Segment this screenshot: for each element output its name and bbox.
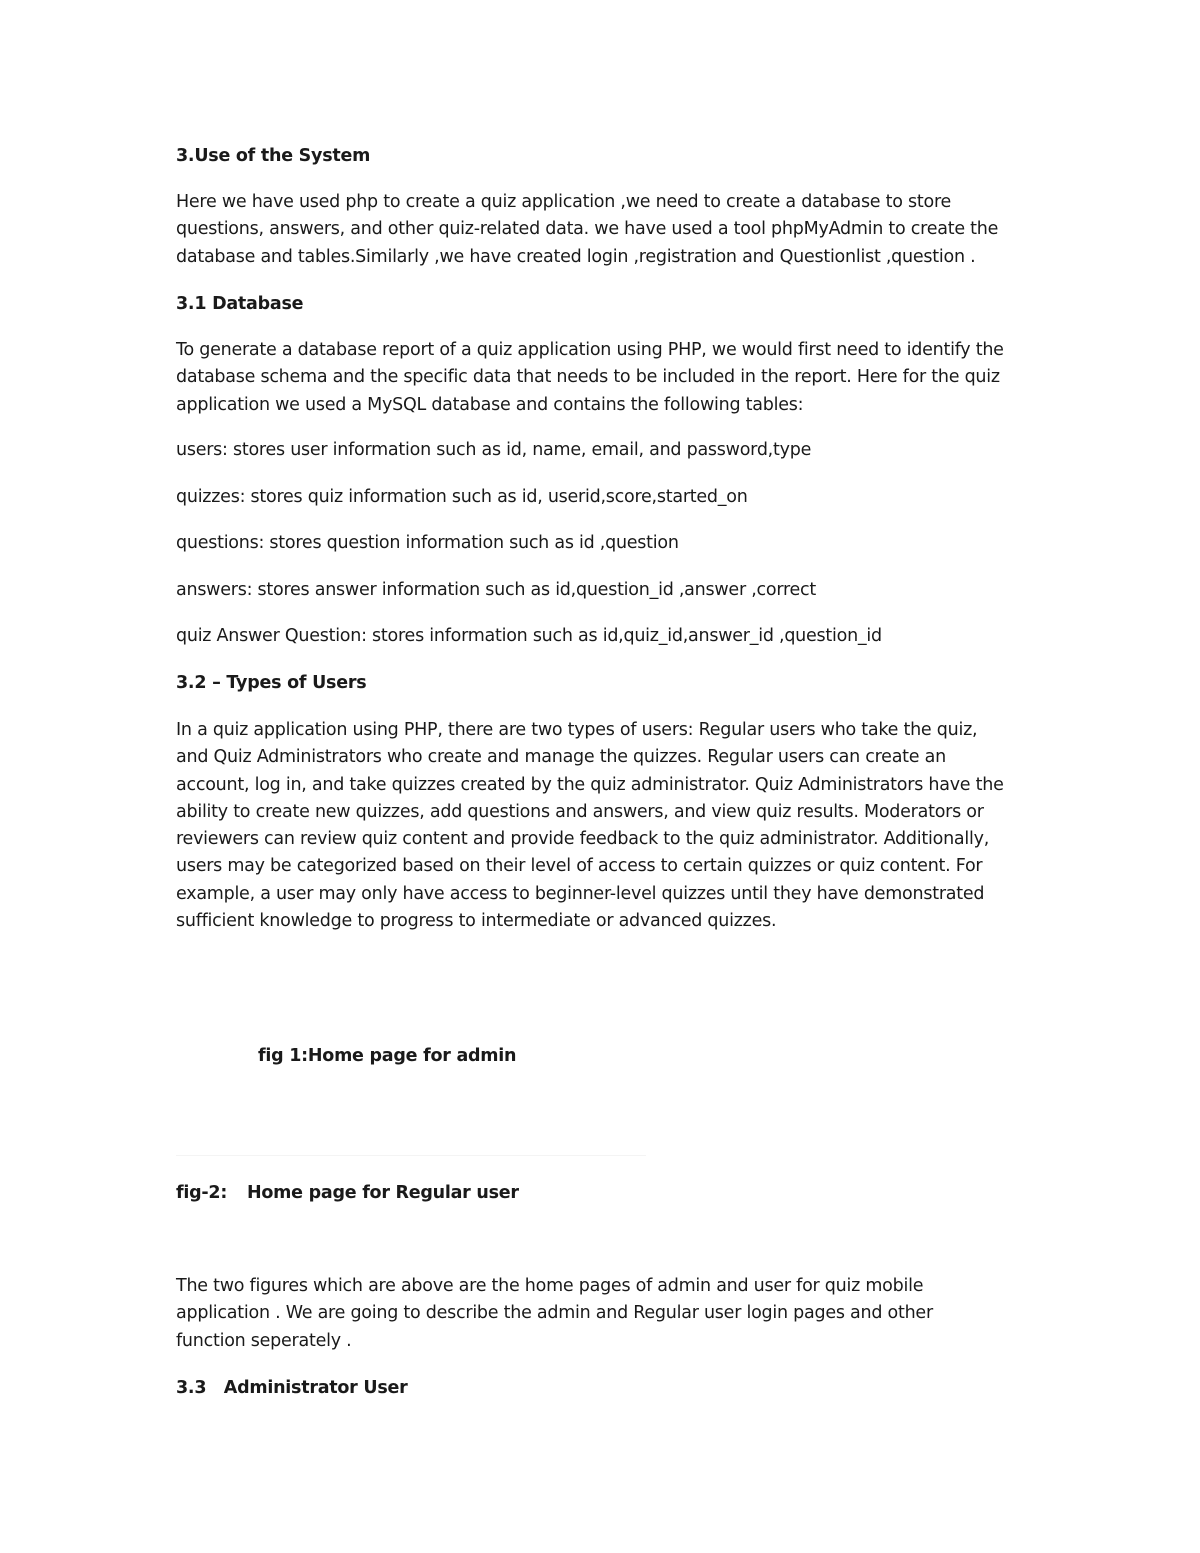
section-3-1-paragraph xyxy=(176,337,1046,419)
figure-1-image-area xyxy=(176,960,776,1040)
table-item-users: users: stores user information such as id, name, email, and password,type xyxy=(176,440,812,460)
paragraph-line: To generate a database report of a quiz application using PHP, we would first need to identify the xyxy=(176,340,1004,360)
section-3-1-heading: 3.1 Database xyxy=(176,294,304,314)
section-3-paragraph xyxy=(176,189,1046,271)
section-3-heading: 3.Use of the System xyxy=(176,146,371,166)
paragraph-line: Here we have used php to create a quiz application ,we need to create a database to store xyxy=(176,192,952,212)
paragraph-line: ability to create new quizzes, add questions and answers, and view quiz results. Moderators or xyxy=(176,801,984,822)
paragraph-line: questions, answers, and other quiz-related data. we have used a tool phpMyAdmin to create the xyxy=(176,219,999,240)
section-3-2-heading: 3.2 – Types of Users xyxy=(176,673,367,693)
figure-2-image-trace xyxy=(176,1155,646,1156)
paragraph-line: example, a user may only have access to beginner-level quizzes until they have demonstrated xyxy=(176,883,985,904)
section-3-2-paragraph xyxy=(176,717,1046,935)
paragraph-line: reviewers can review quiz content and provide feedback to the quiz administrator. Additionally, xyxy=(176,829,990,850)
table-item-questions: questions: stores question information such as id ,question xyxy=(176,533,679,553)
closing-paragraph xyxy=(176,1273,1046,1355)
paragraph-line: function seperately . xyxy=(176,1330,352,1351)
figure-2-caption: Home page for Regular user xyxy=(247,1183,519,1203)
paragraph-line: application we used a MySQL database and contains the following tables: xyxy=(176,394,804,415)
paragraph-line: database schema and the specific data that needs to be included in the report. Here for the quiz xyxy=(176,367,1000,388)
paragraph-line: users may be categorized based on their level of access to certain quizzes or quiz content. For xyxy=(176,856,983,877)
paragraph-line: and Quiz Administrators who create and manage the quizzes. Regular users can create an xyxy=(176,747,946,768)
paragraph-line: In a quiz application using PHP, there are two types of users: Regular users who take the quiz, xyxy=(176,720,978,740)
figure-2-label: fig-2: xyxy=(176,1183,228,1203)
paragraph-line: The two figures which are above are the home pages of admin and user for quiz mobile xyxy=(176,1276,924,1296)
paragraph-line: database and tables.Similarly ,we have created login ,registration and Questionlist ,question . xyxy=(176,246,976,267)
figure-1-caption: fig 1:Home page for admin xyxy=(258,1046,517,1066)
table-item-quiz-answer-question: quiz Answer Question: stores information such as id,quiz_id,answer_id ,question_id xyxy=(176,626,882,646)
paragraph-line: application . We are going to describe the admin and Regular user login pages and other xyxy=(176,1303,933,1324)
paragraph-line: sufficient knowledge to progress to intermediate or advanced quizzes. xyxy=(176,911,777,932)
paragraph-line: account, log in, and take quizzes created by the quiz administrator. Quiz Administrators have the xyxy=(176,774,1004,795)
section-3-3-heading: 3.3 Administrator User xyxy=(176,1378,408,1398)
table-item-quizzes: quizzes: stores quiz information such as id, userid,score,started_on xyxy=(176,487,748,507)
table-item-answers: answers: stores answer information such as id,question_id ,answer ,correct xyxy=(176,580,817,600)
